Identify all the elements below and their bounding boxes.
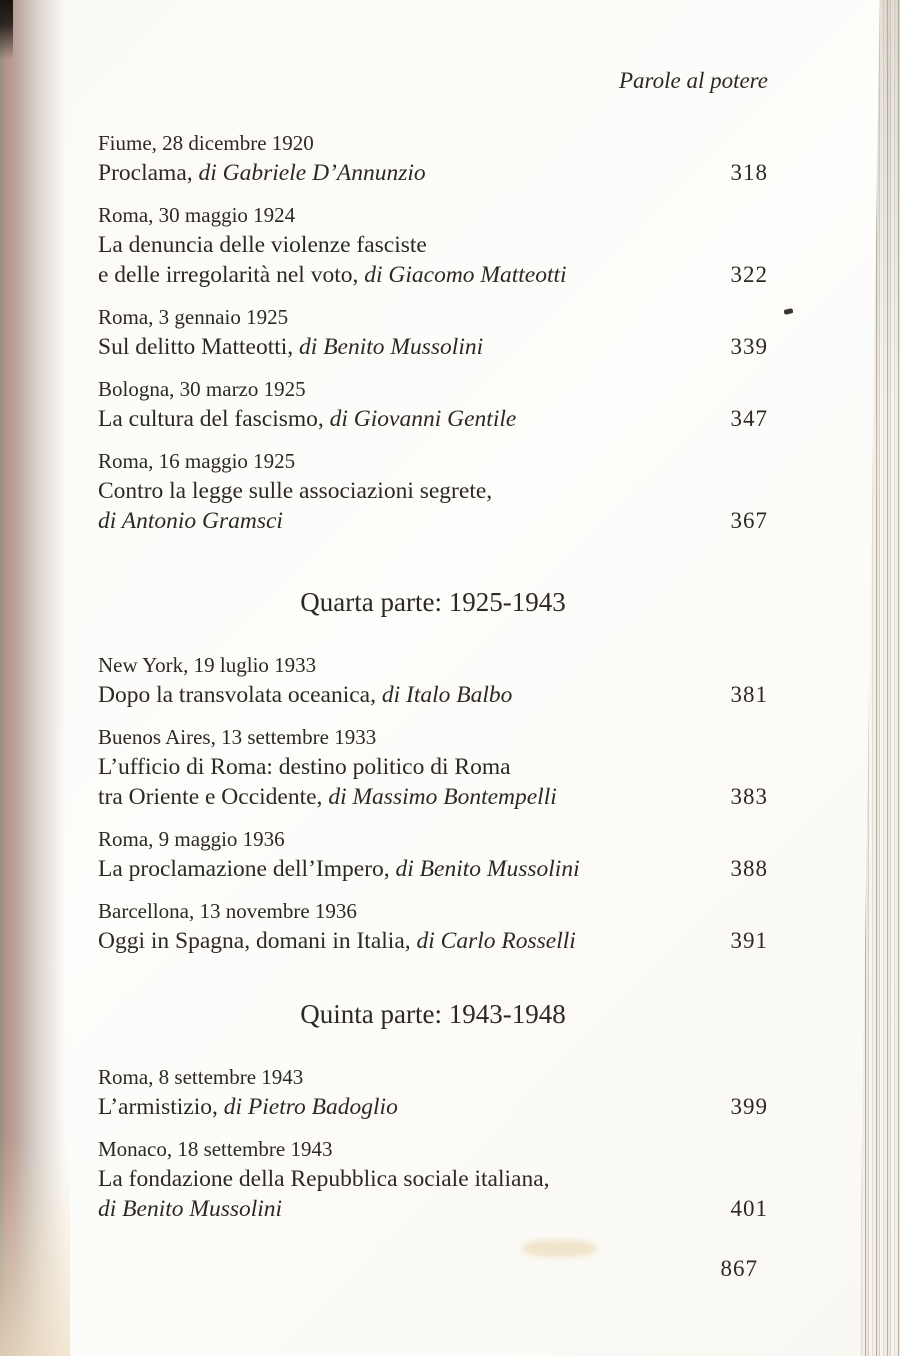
entry-place-date: Bologna, 30 marzo 1925 [98,377,306,401]
entry-title: Oggi in Spagna, domani in Italia, [98,928,417,954]
entry-page-number: 399 [730,1094,768,1119]
entry-title-line [98,782,768,812]
entry-title: L’ufficio di Roma: destino politico di Roma [98,754,511,780]
entry-place-date: Roma, 30 maggio 1924 [98,203,296,227]
entry-place-date: Roma, 9 maggio 1936 [98,827,285,851]
entry-author: di Italo Balbo [381,682,513,708]
entry-page-number: 367 [730,508,768,533]
entry-title-line [98,158,768,188]
entry-author: di Gabriele D’Annunzio [198,160,426,186]
toc-entry [98,1062,768,1122]
entry-page-number: 381 [730,682,768,707]
entry-title-line [98,260,768,290]
entry-place-date: Roma, 16 maggio 1925 [98,449,296,473]
entry-page-number: 347 [730,406,768,431]
running-header: Parole al potere [618,68,768,93]
toc-entry [98,824,768,884]
entry-page-number: 401 [730,1196,768,1221]
entry-place-date: Buenos Aires, 13 settembre 1933 [98,725,377,749]
entry-title-line [98,680,768,710]
entry-page-number: 391 [730,928,768,953]
entry-title: Contro la legge sulle associazioni segrete, [98,478,493,504]
entry-title: Dopo la transvolata oceanica, [98,682,382,708]
entry-author: di Pietro Badoglio [223,1094,398,1120]
entry-title: La proclamazione dell’Impero, [98,856,396,882]
toc-content [98,66,768,1282]
toc-entry [98,374,768,434]
entry-title: Proclama, [98,160,199,186]
entry-place-date: Monaco, 18 settembre 1943 [98,1137,333,1161]
entry-page-number: 339 [730,334,768,359]
entry-title: La denuncia delle violenze fasciste [98,232,427,258]
toc-entry [98,128,768,188]
entry-title: La cultura del fascismo, [98,406,330,432]
ink-speck [784,308,794,315]
page-edge-striations [854,0,900,1356]
section-heading-part4: Quarta parte: 1925-1943 [300,587,566,617]
entry-title-line [98,854,768,884]
entry-author: di Benito Mussolini [98,1196,283,1222]
entry-title-line [98,1164,768,1194]
book-binding-gutter [0,0,70,1356]
entry-title-line [98,926,768,956]
toc-entry [98,200,768,290]
entry-title: Sul delitto Matteotti, [98,334,300,360]
entry-title-line [98,332,768,362]
toc-entry [98,302,768,362]
entry-author: di Benito Mussolini [299,334,484,360]
toc-entry [98,446,768,536]
entry-place-date: Barcellona, 13 novembre 1936 [98,899,357,923]
entry-place-date: Roma, 3 gennaio 1925 [98,305,289,329]
entry-author: di Antonio Gramsci [98,508,283,534]
entry-title: L’armistizio, [98,1094,224,1120]
entry-place-date: New York, 19 luglio 1933 [98,653,317,677]
entry-title-line [98,1092,768,1122]
toc-entry [98,1134,768,1224]
entry-place-date: Roma, 8 settembre 1943 [98,1065,304,1089]
entry-title-line [98,230,768,260]
entry-title-line [98,1194,768,1224]
entry-author: di Benito Mussolini [395,856,580,882]
entry-author: di Giovanni Gentile [329,406,517,432]
entry-title: tra Oriente e Occidente, [98,784,329,810]
entry-place-date: Fiume, 28 dicembre 1920 [98,131,314,155]
toc-entry [98,722,768,812]
page-number: 867 [720,1256,758,1281]
entry-author: di Carlo Rosselli [416,928,576,954]
entry-page-number: 318 [730,160,768,185]
entry-title-line [98,476,768,506]
toc-entry [98,650,768,710]
entry-author: di Giacomo Matteotti [364,262,567,288]
section-heading-part5: Quinta parte: 1943-1948 [300,999,566,1029]
entry-page-number: 383 [730,784,768,809]
entry-page-number: 388 [730,856,768,881]
entry-title-line [98,752,768,782]
toc-entry [98,896,768,956]
entry-title: e delle irregolarità nel voto, [98,262,365,288]
entry-title-line [98,506,768,536]
entry-page-number: 322 [730,262,768,287]
entry-title-line [98,404,768,434]
entry-title: La fondazione della Repubblica sociale italiana, [98,1166,550,1192]
entry-author: di Massimo Bontempelli [328,784,557,810]
